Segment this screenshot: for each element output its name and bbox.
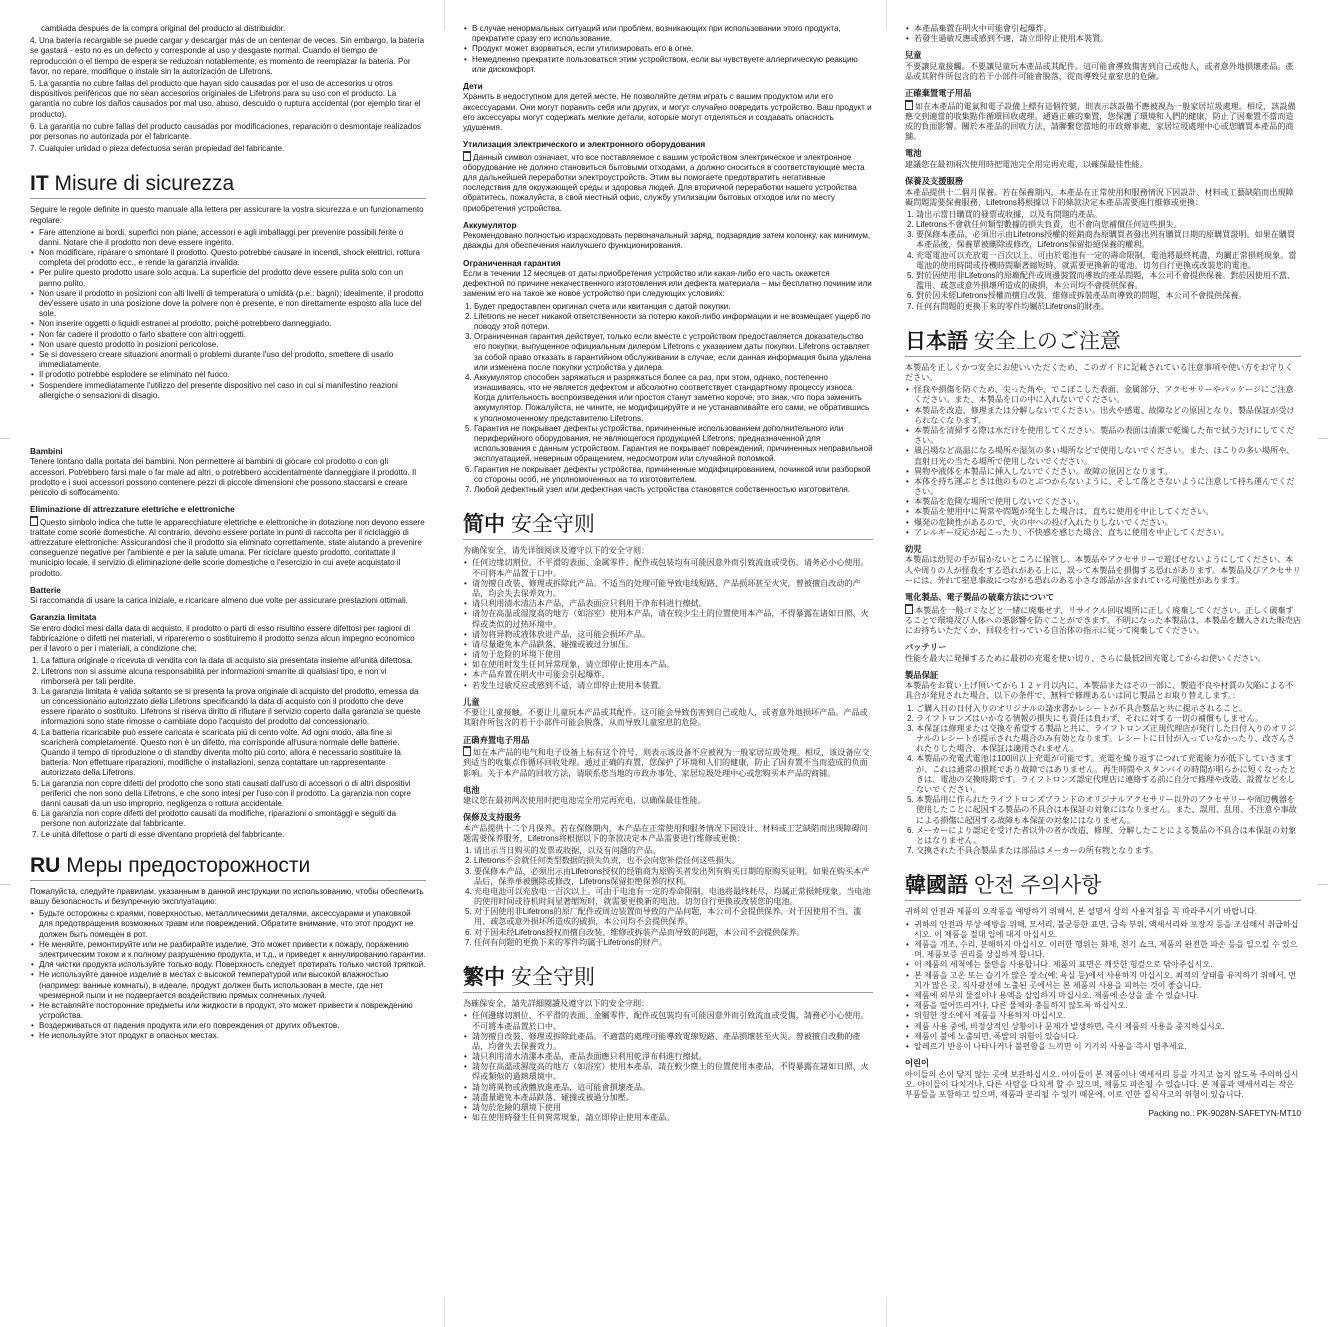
zh-t-battery-heading: 電池 <box>905 148 922 159</box>
ko-children-heading: 어린이 <box>905 1058 930 1069</box>
zh-t-weee-paragraph <box>905 100 1301 143</box>
list-item: • 请尽量避免本产品跌落、碰撞或被过分加压。 <box>472 640 873 650</box>
ja-battery-heading: バッテリー <box>905 642 947 653</box>
fold-mark <box>0 884 10 885</box>
it-lang-code: IT <box>30 172 49 196</box>
list-item: • 제품 사용 중에, 비정상적인 상황이나 문제가 발생하면, 즉시 제품의 사용을 중지하십시오. <box>914 1022 1301 1032</box>
ko-title: 안전 주의사항 <box>973 874 1102 898</box>
ru-lang-code: RU <box>30 853 61 877</box>
list-item: 5. 本製品用に作られたライフトロンズブランドのオリジナルアクセサリー以外のアクセサリーや周辺機器を使用したことに起因する製品の不具合は本保証の対象にはなりません。また、誤用、乱用、不注意や事故による損傷に起因する故障も本保証の対象にはなりません。 <box>916 795 1301 826</box>
zh-s-weee-text: 如在本产品的电气和电子设备上标有这个符号，则表示该设备不应被视为一般家居垃圾处理。相反，该设备应交到适当的收集点作循环回收处理。通过正确的弃置，您保护了环境和人们的健康，防止了因弃置不当而造成的负面影响。关于本产品的回收方法，请联系您当地的市政办事处、家居垃圾处理中心或您购买本产品的商铺。 <box>463 748 870 778</box>
list-item: • 제품에 외부의 물질이나 용액을 삽입하지 마십시오. 제품에 손상을 줄 수 있습니다. <box>914 991 1301 1001</box>
list-item: • Не используйте этот продукт в опасных местах. <box>39 1031 426 1041</box>
list-item: 7. 交換された不具合製品または部品はメーカーの所有物となります。 <box>916 846 1301 856</box>
zh-s-warranty-intro: 本产品提供十二个月保养。若在保修期内，本产品在正常使用和服务情况下因设计、材料或工艺缺陷而出现障碍问题需要保养服务，Lifetrons将根据以下的条款决定本产品需要进行维修或更换： <box>463 823 868 843</box>
zh-s-children-heading: 儿童 <box>463 696 480 707</box>
list-item: • Per pulire questo prodotto usare solo acqua. La superficie del prodotto deve essere pulita solo con un panno pulito. <box>39 268 426 288</box>
list-item: • 위험한 장소에서 제품을 사용하지 마십시오. <box>914 1011 1301 1021</box>
list-item: 4. 充电电池可以充放电一百次以上。可由于电池有一定的寿命限制，电池将最终耗尽，均属正常损耗现象。当电池的使用时间或待机时间显著缩短时，就需要更换新的电池。切勿自行更换或改装您的电池。 <box>474 887 873 907</box>
zh-s-title: 安全守则 <box>510 513 595 537</box>
weee-bin-icon <box>905 100 913 110</box>
list-item: 4. 本製品の充電式電池は100回以上充電が可能です。充電を繰り返すにつれて充電能力が低下していきますが、これは通常の損耗であり故障ではありません。再生時間やスタンバイの時間が明らかに短くなったときは、電池の交換時期です。ライフトロンズ認定代理店に連絡する前に自分で修理や改造、設置などをしないでください。 <box>916 754 1301 795</box>
es-warranty-item: 7. Cualquier unidad o pieza defectuosa serán propiedad del fabricante. <box>30 144 285 154</box>
column-2 <box>463 24 873 1317</box>
ru-warranty-list <box>463 302 873 496</box>
list-item: • Не меняйте, ремонтируйте или не разбирайте изделие. Это может привести к пожару, поражению электрическим током и к полному разрушению продукта, и т.д., и приведет к аннулированию гарантии. <box>39 940 426 960</box>
list-item: • 本產品棄置在明火中可能會引起爆炸。 <box>914 24 1301 34</box>
ja-weee-paragraph <box>905 604 1301 637</box>
ko-intro: 귀하의 안전과 제품의 오작동을 예방하기 위해서, 본 설명서 상의 사용지침을 꼭 따라주시기 바랍니다. <box>905 907 1258 917</box>
fold-mark <box>444 0 445 30</box>
es-warranty-item: 4. Una batería recargable se puede cargar y descargar más de un centenar de veces. Sin embargo, la batería se gastará - esto no es un defecto y corresponde al uso y desgaste normal. Cuando el tiempo de reproducción o el tiempo de espera se reduzcan notablemente, es momento de reemplazar la batería. Por favor, no repare, modifique o instale sin la autorización de Lifetrons. <box>30 36 425 76</box>
list-item: 7. Le unità difettose o parti di esse diventano proprietà del fabbricante. <box>41 830 426 840</box>
it-children-text: Tenere lontano dalla portata dei bambini. Non permettere ai bambini di giocare col prodotto o con gli accessori. Potrebbero farsi male o far male ad altri, o potrebbero accidentalmente danneggiare il prodotto. Il prodotto e i suoi accessori possono contenere pezzi di piccole dimensioni che possono staccarsi e creare pericolo di soffocamento. <box>30 457 417 497</box>
list-item: 5. 對於因使用非Lifetrons的原廠配件或周邊裝置而導致的產品問題，本公司不會提供保養。對於因使用不當、濫用、疏忽或意外損壞所造成的破損，本公司均不會提供保養。 <box>916 271 1301 291</box>
ja-warranty-intro: 本製品をお買い上げ頂いてから１２ヶ月以内に、本製品またはその一部に、製造不良や材質の欠陥による不具合が発見された場合、以下の条件で、無料で修理あるいは同じ製品とお取り替えします。： <box>905 681 1294 701</box>
list-item: • 請勿在高溫或濕度高的地方（如浴室）使用本產品，請在較少塵土的位置使用本產品，不得暴露在諸如日照、火焊或類似的過熱環境中。 <box>472 1062 873 1082</box>
zh-s-lang-code: 简中 <box>463 513 505 537</box>
ru-intro: Пожалуйста, следуйте правилам, указанным в данной инструкции по использованию, чтобы обеспечить вашу безопасность и безупречную эксплуатацию: <box>30 886 424 906</box>
ja-children-heading: 幼児 <box>905 544 922 555</box>
list-item: • Не вставляйте посторонние предметы или жидкости в продукт, это может привести к повреждению устройства. <box>39 1001 426 1021</box>
list-item: • 若发生过敏反应或感到不适，请立即停止使用本装置。 <box>472 681 873 691</box>
weee-bin-icon <box>905 604 913 614</box>
list-item: • 本製品を改造、修理または分解しないでください。出火や感電、故障などの原因となり、製品保証が受けられなくなります。 <box>914 406 1301 426</box>
zh-s-warranty-heading: 保修及支持服务 <box>463 812 522 823</box>
list-item: • 请勿于危险的环境下使用 <box>472 650 873 660</box>
fold-mark <box>0 438 10 439</box>
list-item: • Не используйте данное изделие в местах с высокой температурой или высокой влажностью (например: ванные комнаты), в идеале, продукт должен быть использован в месте, где нет чрезмерной пыли и не подвергается воздействию прямых солнечных лучей. <box>39 970 426 1001</box>
ru-battery-heading: Аккумулятор <box>463 219 517 230</box>
list-item: • 제품을 개조, 수리, 분해하지 마십시오. 이러한 행위는 화재, 전기 쇼크, 제품의 완전한 파손 등을 일으킬 수 있으며, 제품보증 권리를 상실하게 합니다. <box>914 940 1301 960</box>
it-title: Misure di sicurezza <box>54 172 235 196</box>
list-item: 6. メーカーにより認定を受けた者以外の者が改造、修理、分解したことによる製品の不具合は本保証の対象とはなりません。 <box>916 826 1301 846</box>
list-item: 3. Ограниченная гарантия действует, только если вместе с устройством предоставляется доказательство его покупки, выпущенное официальным дилером Lifetrons с указанием даты покупки. Lifetrons оставляет за собой право отказать в гарантийном обслуживании в случае, если данная информация была удалена или изменена после покупки устройства у дилера. <box>474 332 873 373</box>
list-item: 4. La batteria ricaricabile può essere caricata e scaricata più di cento volte. Ad ogni modo, alla fine si scaricherà completamente. Questo non è un difetto, ma corrisponde all'usura normale delle batterie. Quando il tempo di riproduzione o di standby diventa molto più corto, allora è necessario sostituire la batteria. Non effettuare riparazioni, modifiche o installazioni, senza contattare un rappresentante autorizzato della Lifetrons. <box>41 728 426 779</box>
it-weee-paragraph <box>30 516 426 579</box>
list-item: • Будьте осторожны с краями, поверхностью, металлическими деталями, аксессуарами и упаковкой для предотвращения возможных травм или повреждений. Обратите внимание, что этот продукт не должен быть помещен в рот. <box>39 909 426 940</box>
list-item: • 怪我や損傷を防ぐため、尖った角や、でこぼこした表面、金属部分、アクセサリーやパッケージにご注意ください。また、本製品を口の中に入れないでください。 <box>914 385 1301 405</box>
list-item: 7. Любой дефектный узел или дефектная часть устройства становятся собственностью изготовителя. <box>474 485 873 495</box>
zh-s-battery-text: 建议您在最初两次使用时把电池完全用完再充电，以确保最佳性能。 <box>463 796 706 806</box>
list-item: • 알레르기 반응이 나타나거나 불편함을 느끼면 이 기기의 사용을 즉시 멈추세요. <box>914 1042 1301 1052</box>
list-item: • 爆発の危険性があるので、火の中への投げ入れたりしないでください。 <box>914 518 1301 528</box>
zh-t-warranty-heading: 保養及支援服務 <box>905 176 964 187</box>
list-item: 2. Lifetrons non si assume alcuna responsabilità per informazioni smarrite di qualsiasi tipo, e non vi rimborserà per tali perdite. <box>41 667 426 687</box>
zh-s-battery-heading: 电池 <box>463 784 480 795</box>
ja-warranty-heading: 製品保証 <box>905 669 939 680</box>
ru-warranty-heading: Ограниченная гарантия <box>463 257 561 268</box>
list-item: • 本体を持ち運ぶときは他のものとぶつからないように、そして落とさないように注意して持ち運んでください。 <box>914 477 1301 497</box>
list-item: • Non inserire oggetti o liquidi estranei al prodotto, poiché potrebbero danneggiarlo. <box>39 319 426 329</box>
list-item: • 귀하의 안전과 부상 예방을 위해, 모서리, 불균등한 표면, 금속 부위, 액세서리와 포장지 등을 조심해서 취급하십시오. 이 제품을 절대 입에 대지 마십시오. <box>914 920 1301 940</box>
list-item: 6. La garanzia non copre difetti del prodotto causati da modifiche, riparazioni o smontaggi e seguiti da persone non autorizzate dal fabbricante. <box>41 809 426 829</box>
ko-lang-code: 韓國語 <box>905 874 968 898</box>
list-item: • 請盡量避免本產品跌落、碰撞或被過分加壓。 <box>472 1093 873 1103</box>
list-item: 7. 任何有問題的更換下來的零件均屬於Lifetrons的財產。 <box>916 302 1301 312</box>
zh-t-intro: 為確保安全，請先詳細閱讀及遵守以下的安全守則： <box>463 999 650 1009</box>
ru-children-text: Хранить в недоступном для детей месте. Не позволяйте детям играть с вашим продуктом или его аксессуарами. Они могут поранить себя или других, и могут случайно повредить устройство. Ваш продукт и его аксессуары могут содержать мелкие детали, которые могут отделяться и создавать опасность удушения. <box>463 92 872 132</box>
list-item: 3. 要保修本产品，必须出示由Lifetrons授权的经销商为原购买者发出列有购买日期的原购买证明。如果在购买本产品后，保养单被删除或修改，Lifetrons保留拒绝保养的权利。 <box>474 867 873 887</box>
es-warranty-item: 6. La garantía no cubre fallas del producto causadas por modificaciones, reparación o desmontaje realizados por personas no autorizada por el fabricante. <box>30 121 421 141</box>
list-item: 5. La garanzia non copre difetti del prodotto che sono stati causati dall'uso di accessori o di altri dispositivi periferici che non sono della Lifetrons, e che sono intesi per l'uso con il prodotto. La garanzia non copre danni causati da un uso improprio, negligenza o rottura accidentale. <box>41 779 426 810</box>
list-item: • Non modificare, riparare o smontare il prodotto. Questo potrebbe causare in incendi, shock elettrici, rottura completa del prodotto ecc., e rende la garanzia invalida. <box>39 248 426 268</box>
zh-s-weee-heading: 正确弃置电子用品 <box>463 734 530 745</box>
it-warranty-intro: Se entro dodici mesi dalla data di acquisto, il prodotto o parti di esso risultino essere difettosi per ragioni di fabbricazione o difetti nei materiali, vi ripareremo o sostituiremo il prodotto senza alcun impegno economico per il lavoro o per i materiali, a condizione che: <box>30 623 415 654</box>
list-item: 4. 充電電池可以充放電一百次以上。可由於電池有一定的壽命限制，電池將最終耗盡，均屬正常損耗現象。當電池的使用時間或待機時間顯著縮短時，就需要更換新的電池。切勿自行更換或改裝您的電池。 <box>916 251 1301 271</box>
list-item: 6. 對於因未經Lifetrons授權而擅自改裝、維修或拆裝產品而導致的問題，本公司不會提供保養。 <box>916 291 1301 301</box>
zh-s-children-text: 不要让儿童接触。不要让儿童玩本产品或其配件。这可能会导致伤害到自己或他人，或者意外地损坏产品。产品或其附件所包含的若干小部件可能会脱落，从而导致儿童窒息的危险。 <box>463 708 868 728</box>
weee-bin-icon <box>463 746 471 756</box>
ja-battery-text: 性能を最大に発揮するために最初の充電を使い切り、さらに最低2回充電してからお使いください。 <box>905 653 1266 663</box>
list-item: • 이 제품의 세척에는 물만을 사용합니다. 제품의 표면은 깨끗한 헝겊으로 닦아주십시오. <box>914 960 1301 970</box>
zh-t-safety-list-part1 <box>463 1011 873 1123</box>
weee-bin-icon <box>463 151 471 161</box>
list-item: • 如在使用時發生任何異常現象，請立即停止使用本產品。 <box>472 1113 873 1123</box>
ru-safety-list-part1 <box>30 909 426 1041</box>
list-item: 3. 本保証は修理または交換を希望する製品と共に、ライフトロンズ正規代理店が発行した日付入りのオリジナルのレシートが提示された場合のみ有効となります。レシートに日付が入っていなかったり、改ざんされたりした場合、本保証は適用されません。 <box>916 724 1301 755</box>
zh-t-weee-heading: 正確棄置電子用品 <box>905 88 972 99</box>
list-item: • 請只利用清水清潔本產品，產品表面應只利用乾淨布料進行擦拭。 <box>472 1052 873 1062</box>
ru-title: Меры предосторожности <box>66 853 311 877</box>
ko-children-text: 아이들의 손이 닿지 않는 곳에 보관하십시오. 아이들이 본 제품이나 액세서리 등을 가지고 놀지 않도록 주의하십시오. 아이들이 다치거나, 다른 사람을 다치게 할 수 있으며, 제품도 파손될 수 있습니다. 본 제품과 액세서리는 작은 부품들을 포함하고 있으며, 제품과 분리될 수 있기 때문에, 이로 인한 질식사고의 위험이 있습니다. <box>905 1069 1299 1099</box>
it-warranty-list <box>30 656 426 839</box>
it-safety-list <box>30 228 426 401</box>
weee-bin-icon <box>30 516 38 526</box>
it-intro: Seguire le regole definite in questo manuale alla lettera per assicurare la vostra sicurezza e un funzionamento regolare: <box>30 205 424 225</box>
list-item: • 異物や液体を本製品に挿入しないでください。故障の原因となります。 <box>914 467 1301 477</box>
zh-t-title: 安全守則 <box>510 966 595 990</box>
list-item: • 本製品を使用中に異常や問題が発生した場合は、直ちに使用を中止してください。 <box>914 507 1301 517</box>
ru-battery-text: Рекомендовано полностью израсходовать первоначальный заряд, подзарядив затем колонку, как минимум, дважды для обеспечения наилучшего функционирования. <box>463 231 871 251</box>
list-item: • 風呂場など高温になる場所や湿気の多い場所などで使用しないでください。また、ほこりの多い場所や、直射日光の当たる場所で使用しないでください。 <box>914 446 1301 466</box>
fold-mark <box>1318 884 1328 885</box>
list-item: 7. 任何有问题的更换下来的零件均属于Lifetrons的财产。 <box>474 938 873 948</box>
it-weee-text: Questo simbolo indica che tutte le apparecchiature elettriche e elettroniche in dotazione non devono essere trattate come scorie domestiche. Al contrario, devono essere portate in punti di raccolta per il riciclaggio di attrezzature elettroniche. Assicurandosi che il prodotto sia eliminato correttamente, state aiutando a prevenire conseguenze negative per l'ambiente e per la salute umana. Per riciclare questo prodotto, contattate il municipio locale, il servizio di eliminazione delle scorie domestiche o l'esercizio in cui avete acquistato il prodotto. <box>30 517 425 578</box>
list-item: • 제품이 불에 노출되면, 폭발의 위험이 있습니다. <box>914 1032 1301 1042</box>
ru-weee-text: Данный символ означает, что все поставляемое с вашим устройством электрическое и электронное оборудование не должно становиться бытовыми отходами, а должно сноситься в соответствующие места для дальнейшей переработки электроустройств. Этим вы помогаете предотвратить негативные последствия для окружающей среды и здоровья людей. Для вторичной переработки нашего устройства обратитесь, пожалуйста, в свой местный офис, службу утилизации бытовых отходов или по месту приобретения устройства. <box>463 152 865 213</box>
ru-section-heading <box>30 854 426 881</box>
list-item: • 如在使用时发生任何异常现象，请立即停止使用本产品。 <box>472 660 873 670</box>
list-item: • Non usare il prodotto in posizioni con alti livelli di temperatura o umidità (p.e.: bagni); idealmente, il prodotto dev'essere usato in una posizione dove la polvere non è presente, e non direttamente esposto alla luce del sole. <box>39 289 426 320</box>
ru-weee-paragraph <box>463 151 873 214</box>
list-item: 1. ご購入日の日付入りのオリジナルの請求書かレシートが不具合製品と共に提示されること。 <box>916 704 1301 714</box>
fold-mark <box>444 1297 445 1327</box>
ja-safety-list <box>905 385 1301 538</box>
it-section-heading <box>30 172 426 199</box>
fold-mark <box>1318 438 1328 439</box>
es-warranty-item: 5. La garantía no cubre fallas del producto que hayan sido causadas por el uso de accesorios u otros dispositivos periféricos que no sean accesorios originales de Lifetrons para su uso con el producto. La garantía no cubre los daños causados por mal uso, abuso, descuido o ruptura accidental (por ejemplo tirar el producto). <box>30 78 421 119</box>
list-item: • 请勿在高温或湿度高的地方（如浴室）使用本产品，请在较少尘土的位置使用本产品，不得暴露在诸如日照、火焊或类似的过热环境中。 <box>472 609 873 629</box>
zh-t-warranty-intro: 本產品提供十二個月保養。若在保養期內，本產品在正常使用和服務情況下因設計、材料或工藝缺陷而出現障礙問題需要保養服務，Lifetrons將根據以下的條款決定本產品需要進行維修或更換： <box>905 187 1294 207</box>
zh-t-section-heading <box>463 966 873 993</box>
list-item: • Non usare questo prodotto in posizioni pericolose. <box>39 340 426 350</box>
list-item: • В случае ненормальных ситуаций или проблем, возникающих при использовании этого продукта, прекратите сразу его использование. <box>472 24 873 44</box>
list-item: 5. 对于因使用非Lifetrons的原厂配件或周边装置而导致的产品问题，本公司不会提供保养。对于因使用不当、滥用、疏忽或意外损坏所造成的破损，本公司均不会提供保养。 <box>474 907 873 927</box>
list-item: • 제품을 떨어뜨리거나, 다른 물체와 충돌하지 않도록 하십시오. <box>914 1001 1301 1011</box>
zh-t-lang-code: 繁中 <box>463 966 505 990</box>
list-item: 2. Lifetrons不会就任何类型数据的损失负责，也不会向您补偿任何这些损失。 <box>474 856 873 866</box>
list-item: 2. ライフトロンズはいかなる情報の損失にも責任は負わず、それに対する一切の補償もしません。 <box>916 714 1301 724</box>
zh-s-section-heading <box>463 513 873 540</box>
list-item: • 請勿擅自改裝、修理或拆除此產品。不適當的處理可能導致電線短路、產品損壞甚至火災。曾被擅自改動的產品，均會失去保養效力。 <box>472 1032 873 1052</box>
list-item: • Продукт может взорваться, если утилизировать его в огне. <box>472 44 873 54</box>
list-item: 2. Lifetrons不會就任何類型數據的損失負責，也不會向您補償任何這些損失。 <box>916 220 1301 230</box>
column-1 <box>30 24 426 1317</box>
list-item: • Sospendere immediatamente l'utilizzo del presente dispositivo nel caso in cui si manifestino reazioni allergiche o sensazioni di disagio. <box>39 381 426 401</box>
list-item: • Воздерживаться от падения продукта или его повреждения от других объектов. <box>39 1021 426 1031</box>
ja-warranty-list <box>905 704 1301 857</box>
zh-s-intro: 为确保安全，请先详细阅读及遵守以下的安全守则： <box>463 546 650 556</box>
list-item: • 본 제품을 고온 또는 습기가 많은 장소(예: 욕실 등)에서 사용하지 마십시오. 최적의 상태를 유지하기 위해서, 먼지가 많은 곳, 직사광선에 노출된 곳에서는 본 제품의 사용을 피하는 것이 좋습니다. <box>914 971 1301 991</box>
zh-s-safety-list <box>463 558 873 690</box>
list-item: • 请勿将异物或液体放进产品，这可能会损坏产品。 <box>472 630 873 640</box>
list-item: • アレルギー反応が起こったり、不快感を感じた場合、直ちに使用を中止してください。 <box>914 528 1301 538</box>
zh-t-safety-list-part2 <box>905 24 1301 44</box>
zh-t-battery-text: 建議您在最初兩次使用時把電池完全用完再充電，以確保最佳性能。 <box>905 159 1148 169</box>
ja-children-text: 本製品は幼児の手が届かないところに保管し、本製品やアクセサリーで遊ばせないようにしてください。本人や周りの人が怪我をする恐れがある上に、誤って本製品を損傷する恐れがあります。本製品及びアクセサリーには、外れて窒息事故につながる恐れのある小さな部品が含まれている可能性があります。 <box>905 555 1301 585</box>
it-children-heading: Bambini <box>30 445 63 456</box>
list-item: • Il prodotto potrebbe esplodere se eliminato nel fuoco. <box>39 370 426 380</box>
ru-safety-list-part2 <box>463 24 873 75</box>
list-item: • Для чистки продукта используйте только воду. Поверхность следует протирать только чистой тряпкой. <box>39 960 426 970</box>
list-item: 1. 请出示当日购买的发票或收据，以及有问题的产品。 <box>474 846 873 856</box>
list-item: • 若發生過敏反應或感到不適，請立即停止使用本裝置。 <box>914 34 1301 44</box>
list-item: 6. 对于因未经Lifetrons授权而擅自改装、维修或拆装产品而导致的问题，本公司不会提供保养。 <box>474 928 873 938</box>
zh-t-children-heading: 兒童 <box>905 50 922 61</box>
list-item: 3. La garanzia limitata è valida soltanto se si presenta la prova originale di acquisto del prodotto, emessa da un concessionario autorizzato della Lifetrons specificando la data di acquisto con il prodotto che deve essere riparato o sostituito. Lifetrons si riserva diritto di rifiutare il servizio coperto dalla garanzia se queste informazioni sono state rimosse o cambiate dopo l'acquisto del prodotto dal concessionario. <box>41 687 426 728</box>
zh-s-warranty-list <box>463 846 873 948</box>
fold-mark <box>886 0 887 30</box>
it-battery-heading: Batterie <box>30 584 61 595</box>
ru-weee-heading: Утилизация электрического и электронного оборудования <box>463 139 706 150</box>
list-item: • 本产品弃置在明火中可能会引起爆炸。 <box>472 670 873 680</box>
zh-t-children-text: 不要讓兒童接觸。不要讓兒童玩本產品或其配件。這可能會導致傷害到自己或他人，或者意外地損壞產品。產品或其附件所包含的若干小部件可能會脫落，從而導致兒童窒息的危險。 <box>905 61 1294 82</box>
list-item: • 請勿於危險的環境下使用 <box>472 1103 873 1113</box>
zh-s-weee-paragraph <box>463 746 873 779</box>
list-item: 3. 要保修本產品，必須出示由Lifetrons授權的經銷商為原購買者發出列有購買日期的原購買證明。如果在購買本產品後，保養單被刪除或修改，Lifetrons保留拒絕保養的權利。 <box>916 230 1301 250</box>
list-item: 2. Lifetrons не несет никакой ответственности за потерю какой-либо информации и не возмещает ущерб по поводу этой потери. <box>474 312 873 332</box>
ja-section-heading <box>905 330 1301 357</box>
list-item: • 本製品を清掃する際は水だけを使用してください。製品の表面は清潔で乾燥した布で拭うだけにしてください。 <box>914 426 1301 446</box>
it-warranty-heading: Garanzia limitata <box>30 612 97 623</box>
list-item: • Fare attenzione ai bordi, superfici non piane, accessori e agli imballaggi per prevenire possibili ferite o danni. Notare che il prodotto non deve essere ingerito. <box>39 228 426 248</box>
list-item: • Non far cadere il prodotto o farlo sbattere con altri oggetti. <box>39 330 426 340</box>
list-item: 1. La fattura originale o ricevuta di vendita con la data di acquisto sia presentata insieme all'unità difettosa. <box>41 656 426 666</box>
it-battery-text: Si raccomanda di usare la carica iniziale, e ricaricare almeno due volte per assicurare prestazioni ottimali. <box>30 596 408 606</box>
list-item: • Se si dovessero creare situazioni anormali o problemi durante l'uso del prodotto, smettere di usarlo immediatamente. <box>39 350 426 370</box>
list-item: • 任何边缘切割位、不平滑的表面、金属零件、配件或包装均有可能因意外而引致流血或受伤，请务必小心使用。不可将本产品置于口中。 <box>472 558 873 578</box>
zh-t-warranty-list <box>905 210 1301 312</box>
ja-intro: 本製品を正しくかつ安全にお使いいただくため、このガイドに記載されている注意事項や使い方をお守りください。 <box>905 362 1293 383</box>
ja-weee-text: 本製品を一般ゴミなどと一緒に廃棄せず、リサイクル回収場所に正しく廃棄してください。正しく破棄することで環境及び人体への悪影響を防ぐことができます。不明になった本製品は、本製品を購入された販売店にお持ちいただくか、回収を行っている自治体の指示に従って廃棄してください。 <box>905 605 1301 635</box>
ko-section-heading <box>905 874 1301 901</box>
list-item: • 请只利用清水清洁本产品，产品表面应只利用干净布料进行擦拭。 <box>472 599 873 609</box>
packing-number: Packing no.: PK-9028N-SAFETYN-MT10 <box>1148 1108 1301 1119</box>
column-3 <box>905 24 1301 1317</box>
list-item: 5. Гарантия не покрывает дефекты устройства, причиненные использованием дополнительного или периферийного оборудования, не являющегося продукцией Lifetrons, предназначенной для использования с данным устройством. Гарантия не покрывает повреждений, причиненных неправильной эксплуатацией, неверным обращением, недосмотром или случайной поломкой. <box>474 424 873 465</box>
list-item: 6. Гарантия не покрывает дефекты устройства, причиненные модифицированием, починкой или разборкой со стороны особ, не уполномоченных на то изготовителем. <box>474 465 873 485</box>
list-item: • 任何邊緣切割位、不平滑的表面、金屬零件、配件或包裝均有可能因意外而引致流血或受傷，請務必小心使用。不可將本產品置於口中。 <box>472 1011 873 1031</box>
ja-lang-code: 日本語 <box>905 329 968 353</box>
list-item: • 请勿擅自改装、修理或拆除此产品。不适当的处理可能导致电线短路、产品损坏甚至火灾。曾被擅自改动的产品，均会失去保养效力。 <box>472 579 873 599</box>
es-continued: cambiada después de la compra original del producto al distribuidor. <box>41 24 286 33</box>
it-weee-heading: Eliminazione di attrezzature elettriche e elettroniche <box>30 504 235 515</box>
list-item: • 本製品を危険な場所で使用しないでください。 <box>914 497 1301 507</box>
fold-mark <box>886 1297 887 1327</box>
list-item: • Немедленно прекратите пользоваться этим устройством, если вы чувствуете аллергическую реакцию или дискомфорт. <box>472 55 873 75</box>
list-item: 1. Будет предоставлен оригинал счета или квитанция с датой покупки. <box>474 302 873 312</box>
ru-children-heading: Дети <box>463 80 483 91</box>
list-item: 1. 請出示當日購買的發票或收據，以及有問題的產品。 <box>916 210 1301 220</box>
ja-title: 安全上のご注意 <box>973 329 1121 353</box>
ru-warranty-intro: Если в течении 12 месяцев от даты приобретения устройство или какая-либо его часть окажется дефектной по причине некачественного изготовления или дефекта материала – мы бесплатно починим или заменим его на такое же новое устройство при следующих условиях: <box>463 269 872 299</box>
ja-weee-heading: 電化製品、電子製品の破棄方法について <box>905 592 1055 603</box>
ko-safety-list <box>905 920 1301 1052</box>
zh-t-weee-text: 如在本產品的電氣和電子設備上標有這個符號，則表示該設備不應被視為一般家居垃圾處理。相反，該設備應交到適當的收集點作循環回收處理。通過正確的棄置，您保護了環境和人們的健康，防止了因棄置不當而造成的負面影響。關於本產品的回收方法，請聯繫您當地的市政辦事處、家居垃圾處理中心或您購買本產品的商舖。 <box>905 101 1296 142</box>
list-item: • 請勿將異物或液體放進產品，這可能會損壞產品。 <box>472 1083 873 1093</box>
list-item: 4. Аккумулятор способен заряжаться и разряжаться более са раз, при этом, однако, постепенно изнашиваясь, что не является дефектом и абсолютно соответствует стандартному процессу износа. Когда длительность воспроизведения или простоя станут заметно короче, это знак, что пора заменить аккумулятор. Пожалуйста, не чините, не модифицируйте и не устанавливайте его сами, не обратившись к уполномоченному представителю Lifetrons. <box>474 373 873 424</box>
